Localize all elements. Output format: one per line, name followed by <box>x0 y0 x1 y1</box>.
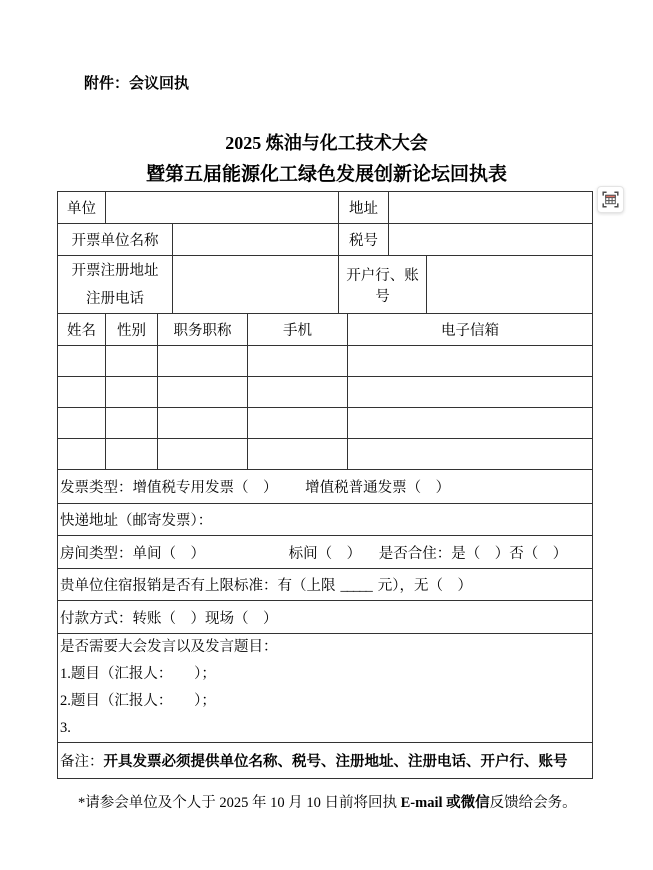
reply-form-table <box>57 191 593 779</box>
attendee-email-cell[interactable] <box>348 346 593 377</box>
attendee-name-cell[interactable] <box>58 346 106 377</box>
attendee-header-row <box>58 314 593 346</box>
tax-label: 税号 <box>339 224 389 256</box>
speech-question: 是否需要大会发言以及发言题目： <box>60 639 278 655</box>
invoice-name-label: 开票单位名称 <box>58 224 173 256</box>
attendee-name-cell[interactable] <box>58 408 106 439</box>
attendee-gender-cell[interactable] <box>106 377 158 408</box>
note-row <box>58 743 593 779</box>
attendee-mobile-cell[interactable] <box>248 377 348 408</box>
speech-row <box>58 634 593 743</box>
table-capture-icon <box>602 191 619 208</box>
payment-row <box>58 601 593 634</box>
attendee-position-cell[interactable] <box>158 346 248 377</box>
reg-address-input-cell[interactable] <box>173 256 339 314</box>
invoice-type-option-normal: 增值税普通发票（ ） <box>305 480 451 496</box>
row-unit-address <box>58 192 593 224</box>
header-name: 姓名 <box>58 314 106 346</box>
page-title: 2025 炼油与化工技术大会 <box>225 133 428 153</box>
speech-topic-2: 2.题目（汇报人： ）； <box>60 693 216 709</box>
footnote <box>78 791 577 812</box>
attendee-email-cell[interactable] <box>348 377 593 408</box>
room-type-cell[interactable] <box>58 536 593 569</box>
attendee-position-cell[interactable] <box>158 408 248 439</box>
reimburse-suffix: 元），无（ ） <box>377 578 472 594</box>
note-label: 备注： <box>60 754 104 770</box>
attendee-mobile-cell[interactable] <box>248 408 348 439</box>
attendee-row <box>58 377 593 408</box>
attendee-email-cell[interactable] <box>348 408 593 439</box>
attendee-mobile-cell[interactable] <box>248 439 348 470</box>
attendee-gender-cell[interactable] <box>106 346 158 377</box>
reg-phone-label: 注册电话 <box>86 290 144 307</box>
invoice-type-row <box>58 470 593 504</box>
attendee-name-cell[interactable] <box>58 439 106 470</box>
address-input-cell[interactable] <box>389 192 593 224</box>
footnote-suffix: 反馈给会务。 <box>489 795 577 811</box>
table-capture-button[interactable] <box>597 186 624 213</box>
express-address-cell[interactable] <box>58 504 593 536</box>
speech-topic-3: 3. <box>60 720 71 736</box>
header-gender: 性别 <box>106 314 158 346</box>
header-position: 职务职称 <box>158 314 248 346</box>
invoice-type-cell[interactable] <box>58 470 593 504</box>
attendee-name-cell[interactable] <box>58 377 106 408</box>
note-cell <box>58 743 593 779</box>
speech-topic-1: 1.题目（汇报人： ）； <box>60 666 216 682</box>
footnote-bold: E-mail 或微信 <box>400 795 490 811</box>
reg-address-label-cell <box>58 256 173 314</box>
row-invoice-name-tax <box>58 224 593 256</box>
attendee-gender-cell[interactable] <box>106 408 158 439</box>
reimburse-limit-cell[interactable] <box>58 569 593 601</box>
room-share-option: 是否合住：是（ ）否（ ） <box>378 545 568 562</box>
attendee-row <box>58 408 593 439</box>
note-content: 开具发票必须提供单位名称、税号、注册地址、注册电话、开户行、账号 <box>103 754 568 770</box>
reimburse-limit-row <box>58 569 593 601</box>
reimburse-blank-line[interactable]: _____ <box>340 578 372 594</box>
invoice-type-option-special: 发票类型：增值税专用发票（ ） <box>60 480 278 496</box>
unit-input-cell[interactable] <box>106 192 339 224</box>
room-type-single: 房间类型：单间（ ） <box>60 545 205 562</box>
page-subtitle: 暨第五届能源化工绿色发展创新论坛回执表 <box>145 164 507 185</box>
payment-options: 付款方式：转账（ ）现场（ ） <box>60 610 278 627</box>
reg-address-label: 开票注册地址 <box>71 262 159 279</box>
row-reg-address-bank <box>58 256 593 314</box>
footnote-prefix: *请参会单位及个人于 2025 年 10 月 10 日前将回执 <box>78 795 401 811</box>
attachment-label: 附件：会议回执 <box>84 76 190 92</box>
attendee-position-cell[interactable] <box>158 377 248 408</box>
header-email: 电子信箱 <box>348 314 593 346</box>
room-type-double: 标间（ ） <box>288 545 362 562</box>
bank-label: 开户行、账号 <box>339 256 427 314</box>
attendee-email-cell[interactable] <box>348 439 593 470</box>
express-address-row <box>58 504 593 536</box>
payment-cell[interactable] <box>58 601 593 634</box>
attendee-row <box>58 346 593 377</box>
express-address-label: 快递地址（邮寄发票）： <box>60 513 213 529</box>
unit-label: 单位 <box>58 192 106 224</box>
attendee-gender-cell[interactable] <box>106 439 158 470</box>
bank-input-cell[interactable] <box>427 256 593 314</box>
attendee-row <box>58 439 593 470</box>
tax-input-cell[interactable] <box>389 224 593 256</box>
reimburse-prefix: 贵单位住宿报销是否有上限标准：有（上限 <box>60 578 336 594</box>
invoice-name-input-cell[interactable] <box>173 224 339 256</box>
header-mobile: 手机 <box>248 314 348 346</box>
speech-cell[interactable] <box>58 634 593 743</box>
attendee-mobile-cell[interactable] <box>248 346 348 377</box>
room-type-row <box>58 536 593 569</box>
attendee-position-cell[interactable] <box>158 439 248 470</box>
address-label: 地址 <box>339 192 389 224</box>
